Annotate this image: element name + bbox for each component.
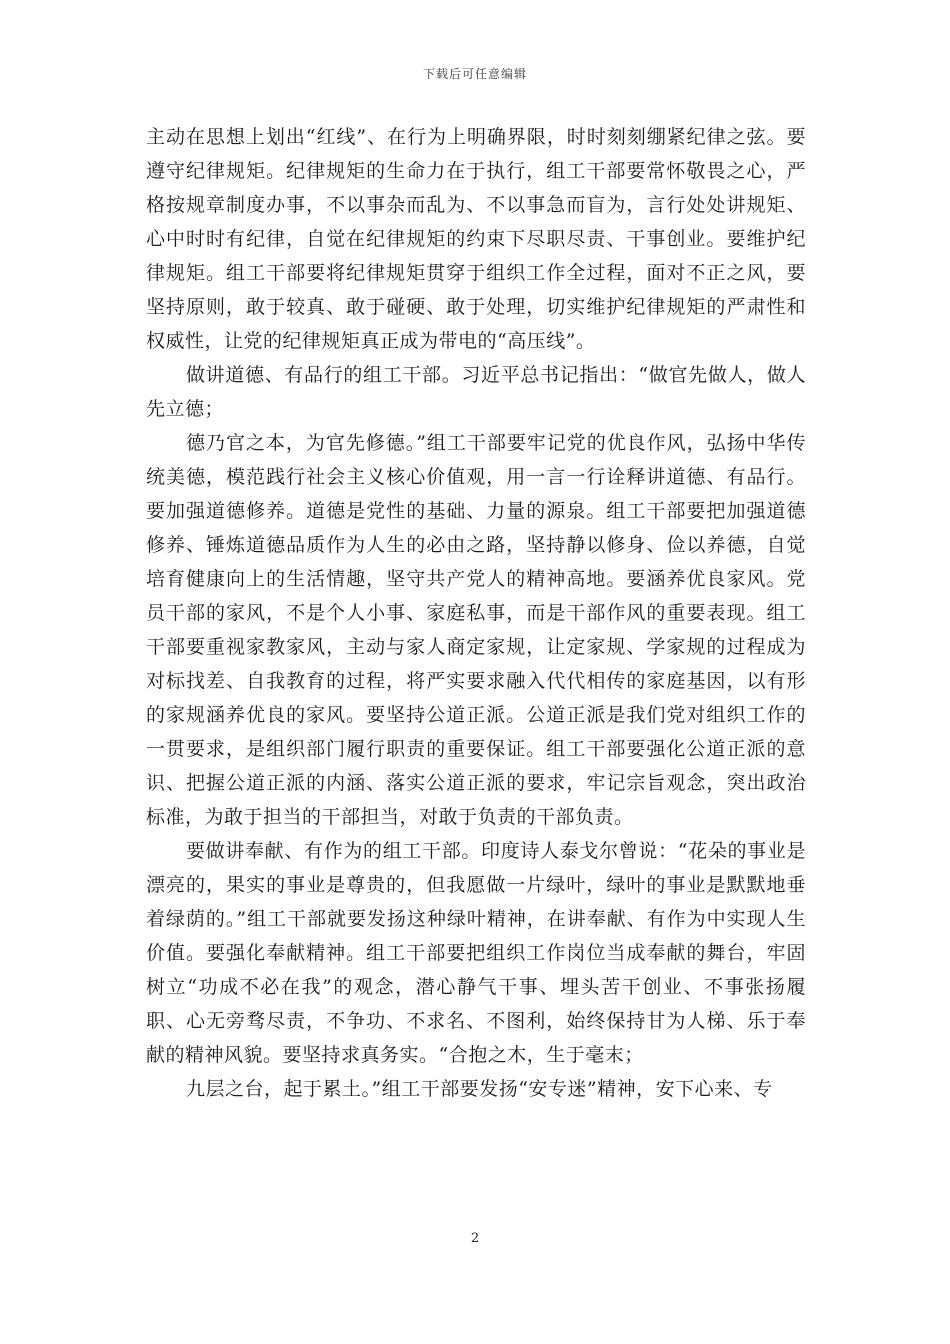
page-header: 下载后可任意编辑 (422, 67, 527, 81)
paragraph-2: 做讲道德、有品行的组工干部。习近平总书记指出：“做官先做人，做人先立德； (146, 364, 806, 420)
page-number: 2 (470, 1231, 480, 1246)
paragraph-1: 主动在思想上划出“红线”、在行为上明确界限，时时刻刻绷紧纪律之弦。要遵守纪律规矩。纪律规矩的生命力在于执行，组工干部要常怀敬畏之心，严格按规章制度办事，不以事杂而乱为、不以事急而盲为，言行处处讲规矩、心中时时有纪律，自觉在纪律规矩的约束下尽职尽责、干事创业。要维护纪律规矩。组工干部要将纪律规矩贯穿于组织工作全过程，面对不正之风，要坚持原则，敢于较真、敢于碰硬、敢于处理，切实维护纪律规矩的严肃性和权威性，让党的纪律规矩真正成为带电的“高压线”。 (146, 126, 806, 352)
document-body (146, 120, 806, 1106)
paragraph-5: 九层之台，起于累土。”组工干部要发扬“安专迷”精神，安下心来、专 (186, 1078, 773, 1100)
paragraph-4: 要做讲奉献、有作为的组工干部。印度诗人泰戈尔曾说：“花朵的事业是漂亮的，果实的事业是尊贵的，但我愿做一片绿叶，绿叶的事业是默默地垂着绿荫的。”组工干部就要发扬这种绿叶精神，在讲奉献、有作为中实现人生价值。要强化奉献精神。组工干部要把组织工作岗位当成奉献的舞台，牢固树立“功成不必在我”的观念，潜心静气干事、埋头苦干创业、不事张扬履职、心无旁骛尽责，不争功、不求名、不图利，始终保持甘为人梯、乐于奉献的精神风貌。要坚持求真务实。“合抱之木，生于毫末； (146, 840, 806, 1066)
paragraph-3: 德乃官之本，为官先修德。”组工干部要牢记党的优良作风，弘扬中华传统美德，模范践行社会主义核心价值观，用一言一行诠释讲道德、有品行。要加强道德修养。道德是党性的基础、力量的源泉。组工干部要把加强道德修养、锤炼道德品质作为人生的必由之路，坚持静以修身、俭以养德，自觉培育健康向上的生活情趣，坚守共产党人的精神高地。要涵养优良家风。党员干部的家风，不是个人小事、家庭私事，而是干部作风的重要表现。组工干部要重视家教家风，主动与家人商定家规，让定家规、学家规的过程成为对标找差、自我教育的过程，将严实要求融入代代相传的家庭基因，以有形的家规涵养优良的家风。要坚持公道正派。公道正派是我们党对组织工作的一贯要求，是组织部门履行职责的重要保证。组工干部要强化公道正派的意识、把握公道正派的内涵、落实公道正派的要求，牢记宗旨观念，突出政治标准，为敢于担当的干部担当，对敢于负责的干部负责。 (146, 432, 806, 828)
